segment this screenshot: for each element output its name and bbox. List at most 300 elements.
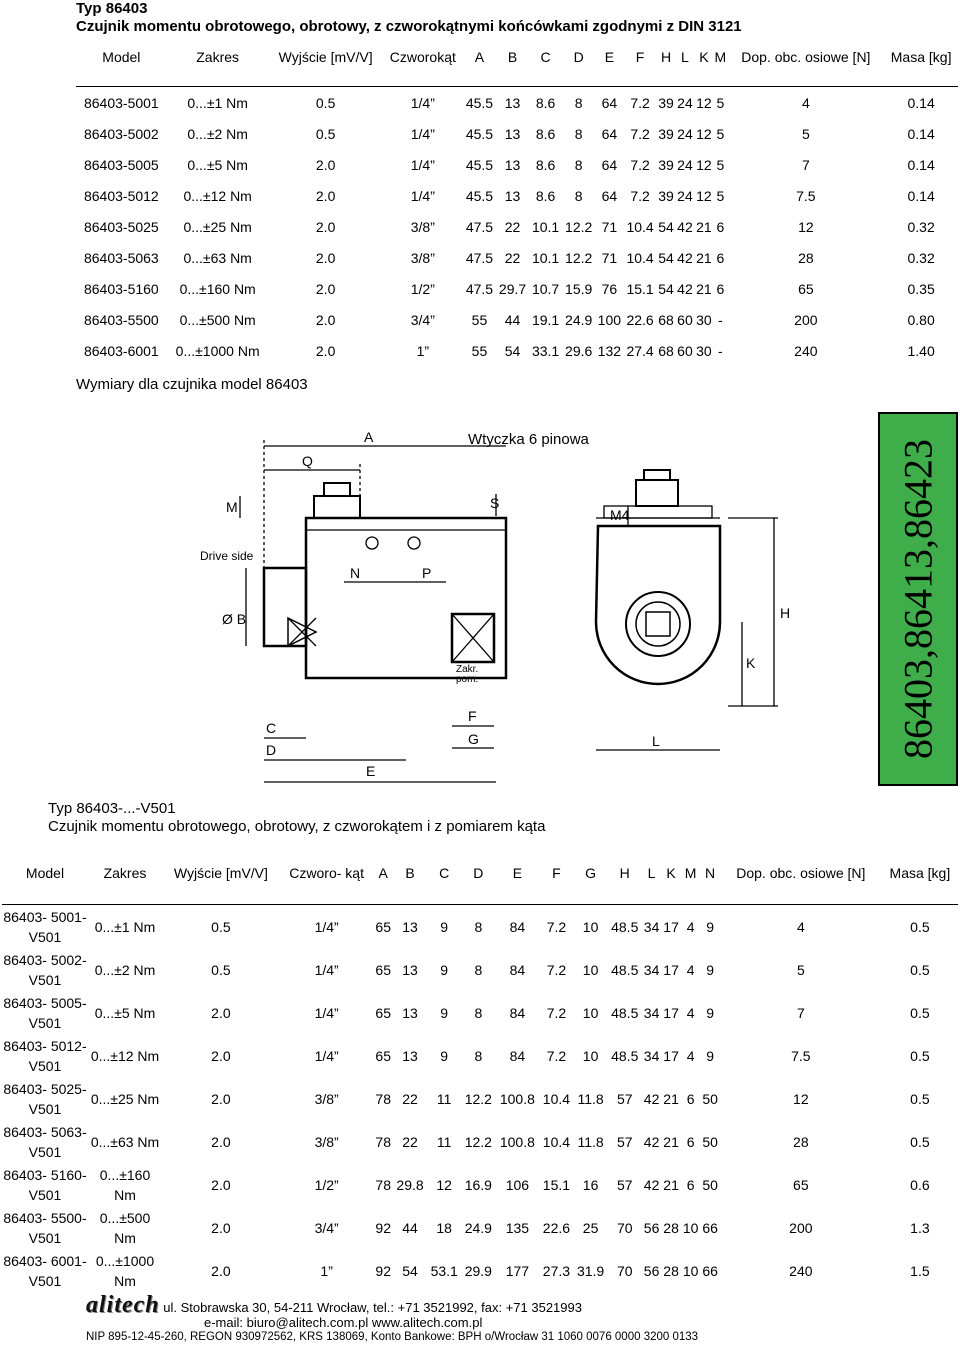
table-cell: 0.5 [910,1047,930,1064]
table-cell: 86403- 5001-V501 [3,908,87,945]
table-cell: 3/4” [410,312,435,329]
table-cell: 33.1 [531,343,560,360]
screw-2 [408,537,420,549]
table-row [76,336,958,367]
table-cell: 22.6 [626,312,654,329]
table-cell: 12 [696,187,712,204]
table-cell: 22 [504,218,521,235]
table-row [2,991,958,1034]
table-cell: 64 [601,94,618,111]
table-cell: 0.80 [907,312,935,329]
column-header: C [427,860,461,905]
table-cell: 6 [716,281,725,298]
table-cell: 65 [375,1004,391,1021]
table-cell: 64 [601,125,618,142]
column-header: A [373,860,393,905]
table-cell: 0.5 [910,1133,930,1150]
table-cell: 86403- 5160-V501 [3,1166,87,1203]
table-cell: 86403- 5500-V501 [3,1209,87,1246]
dim-k: K [746,655,756,671]
table-cell: 45.5 [465,94,494,111]
table-cell: 1.3 [910,1219,930,1236]
table-cell: 13 [504,187,521,204]
table-cell: 65 [375,918,391,935]
company-logo: alitech [86,1292,160,1318]
table-cell: 9 [706,961,715,978]
table-cell: 86403-5500 [83,312,159,329]
table-cell: 54 [658,218,674,235]
table-cell: 21 [663,1133,679,1150]
table-cell: 57 [616,1090,633,1107]
table-cell: 68 [658,312,674,329]
table-cell: 65 [798,281,814,298]
table-cell: 0...±5 Nm [187,156,248,173]
column-header: Zakres [167,48,269,87]
table-cell: 10.1 [531,250,560,267]
column-header: Wyjście [mV/V] [162,860,280,905]
sensor-body-front [596,526,720,684]
table-cell: 7.2 [546,1004,567,1021]
table-cell: 18 [436,1219,452,1236]
table-cell: 3/8” [410,218,435,235]
subtitle-1: Czujnik momentu obrotowego, obrotowy, z czworokątnymi końcówkami zgodnymi z DIN 3121 [76,18,742,35]
table-cell: 42 [677,250,693,267]
table-cell: 5 [716,125,725,142]
dim-p: P [422,565,432,581]
table-cell: 0...±2 Nm [187,125,248,142]
table-cell: 21 [663,1176,679,1193]
table-cell: 4 [686,1004,695,1021]
table-cell: 7.2 [630,125,650,142]
table-cell: 4 [686,918,695,935]
table-cell: 100.8 [499,1133,535,1150]
table-cell: 86403-5025 [83,218,159,235]
table-cell: 0.32 [907,218,935,235]
table-cell: 13 [504,156,521,173]
drive-side-label: Drive side [200,549,254,563]
column-header: B [496,48,529,87]
table-cell: 50 [702,1090,718,1107]
table-cell: 1/4” [314,1004,339,1021]
table-cell: 2.0 [211,1090,231,1107]
table-cell: 84 [509,1047,526,1064]
table-cell: 39 [658,94,674,111]
table-cell: 5 [716,94,725,111]
table-cell: 13 [402,1004,418,1021]
table-cell: 2.0 [315,281,336,298]
table-cell: 65 [793,1176,809,1193]
table-cell: 39 [658,125,674,142]
table-cell: 0...±1000 Nm [175,343,260,360]
table-cell: 9 [706,1004,715,1021]
table-cell: 11.8 [577,1090,604,1107]
plug-label: Wtyczka 6 pinowa [468,431,589,448]
column-header: Dop. obc. osiowe [N] [720,860,882,905]
table-cell: 45.5 [465,187,494,204]
table-cell: 7 [801,156,810,173]
table-row [76,87,958,119]
table-cell: 5 [716,187,725,204]
table-cell: 0.35 [907,281,935,298]
table-cell: 13 [402,1047,418,1064]
table-cell: 55 [471,343,488,360]
table-cell: 13 [504,94,521,111]
dim-f: F [468,708,477,724]
column-header: Model [2,860,88,905]
table-cell: 60 [677,343,693,360]
connector-plug-side [314,496,360,518]
table-cell: 9 [706,1047,715,1064]
table-cell: 2.0 [211,1176,231,1193]
table-cell: 29.9 [464,1262,492,1279]
table-cell: 22 [402,1133,418,1150]
table-cell: 1/4” [410,125,435,142]
table-cell: 0...±25 Nm [183,218,252,235]
table-cell: 6 [716,250,725,267]
table-cell: 2.0 [315,343,336,360]
sensor-body-side [306,518,506,678]
table-cell: 1/4” [410,187,435,204]
table-row [2,1034,958,1077]
table-cell: 11 [436,1090,452,1107]
table-cell: 21 [696,250,712,267]
column-header: A [463,48,496,87]
table-row [76,211,958,242]
dim-e: E [366,763,376,779]
table-row [2,1163,958,1206]
table-cell: 86403- 5025-V501 [3,1080,87,1117]
table-row [2,1120,958,1163]
table-cell: 1/2” [314,1176,339,1193]
column-header: D [461,860,495,905]
table-cell: 7.2 [546,1047,567,1064]
table-cell: 7.2 [630,187,650,204]
table-cell: 1/2” [410,281,435,298]
table-cell: 31.9 [576,1262,605,1279]
table-cell: 12 [436,1176,452,1193]
table-cell: 10.4 [542,1090,571,1107]
dim-m4: M4 [610,507,630,523]
table-cell: 0.5 [315,94,336,111]
table-cell: 21 [696,218,712,235]
table-cell: 0...±500 Nm [179,312,256,329]
table-cell: 64 [601,156,618,173]
table-cell: 39 [658,156,674,173]
table-cell: 45.5 [465,125,494,142]
table-row [76,305,958,336]
table-cell: 3/8” [314,1090,339,1107]
table-row [76,180,958,211]
table-cell: 84 [509,961,526,978]
table-cell: 76 [601,281,618,298]
column-header: G [574,860,608,905]
table-cell: 8 [474,961,483,978]
table-cell: 57 [616,1133,633,1150]
table-cell: 92 [375,1219,391,1236]
table-cell: 24 [677,156,693,173]
column-header: D [562,48,595,87]
table-cell: 17 [663,961,679,978]
table-cell: 54 [402,1262,418,1279]
table-cell: 3/4” [314,1219,339,1236]
table-cell: 86403-5001 [83,94,159,111]
table-cell: 42 [643,1176,660,1193]
table-cell: 4 [801,94,810,111]
table-cell: 10 [682,1262,699,1279]
table-cell: 15.9 [565,281,593,298]
table-cell: 16 [582,1176,599,1193]
table-cell: 100.8 [499,1090,535,1107]
column-header: B [393,860,427,905]
table-cell: 1” [320,1262,333,1279]
table-cell: 8.6 [535,125,556,142]
footer-registration: NIP 895-12-45-260, REGON 930972562, KRS 138069, Konto Bankowe: BPH o/Wrocław 31 1060 0076 0000 3200 0133 [86,1331,699,1343]
table-cell: 0...±5 Nm [94,1004,156,1021]
table-cell: 12 [793,1090,809,1107]
column-header: Masa [kg] [884,48,958,87]
table-cell: 42 [677,218,693,235]
table-cell: 12 [798,218,814,235]
column-header: Czworo- kąt [280,860,374,905]
table-cell: 47.5 [465,250,494,267]
table-cell: 6 [686,1090,695,1107]
table-cell: 60 [677,312,693,329]
table-cell: 2.0 [315,218,336,235]
table-cell: 28 [793,1133,809,1150]
table-cell: 42 [643,1090,660,1107]
column-header: H [608,860,642,905]
table-cell: 0...±63 Nm [183,250,252,267]
table-cell: 10.4 [626,218,654,235]
table-cell: 6 [686,1133,695,1150]
table-row [76,274,958,305]
column-header: F [624,48,657,87]
footer [86,1292,699,1345]
table-cell: 86403- 6001-V501 [3,1252,87,1289]
column-header: E [495,860,539,905]
table-cell: 10 [582,1047,599,1064]
table-cell: 44 [504,312,521,329]
column-header: M [681,860,701,905]
type-title-1: Typ 86403 [76,0,148,17]
table-cell: 200 [794,312,818,329]
table-cell: 8 [474,1004,483,1021]
table-cell: 240 [789,1262,813,1279]
dim-s: S [490,495,500,511]
dim-m: M [226,499,238,515]
table-cell: 5 [716,156,725,173]
column-header: Model [76,48,167,87]
table-cell: 1/4” [410,156,435,173]
dim-b: Ø B [222,611,247,627]
table-cell: 6 [686,1176,695,1193]
table-cell: 7.2 [630,94,650,111]
table-cell: 10 [682,1219,699,1236]
column-header: Zakres [88,860,162,905]
table-cell: 12 [696,156,712,173]
table-cell: 2.0 [315,156,336,173]
column-header: L [676,48,695,87]
table-cell: 177 [505,1262,530,1279]
footer-contact: e-mail: biuro@alitech.com.pl www.alitech.com.pl [204,1315,483,1330]
table-cell: 12.2 [565,218,593,235]
table-cell: 132 [597,343,622,360]
table-cell: 86403- 5063-V501 [3,1123,87,1160]
column-header: N [700,860,720,905]
table-cell: 0...±12 Nm [90,1047,160,1064]
table-cell: 5 [801,125,810,142]
table-cell: 86403-6001 [83,343,159,360]
table-row [2,948,958,991]
table-cell: 0.5 [910,961,930,978]
dim-c: C [266,720,277,736]
table-cell: 29.6 [565,343,593,360]
table-cell: 13 [402,918,418,935]
column-header: Masa [kg] [882,860,958,905]
table-row [2,905,958,949]
table-cell: 71 [601,218,618,235]
table-cell: 0.14 [907,156,935,173]
table-cell: 42 [643,1133,660,1150]
column-header: Wyjście [mV/V] [269,48,383,87]
table-cell: 29.8 [396,1176,424,1193]
table-cell: 50 [702,1176,718,1193]
table-cell: 10.4 [542,1133,571,1150]
table-cell: 30 [696,312,712,329]
table-row [2,1077,958,1120]
table-cell: 7.2 [546,961,567,978]
table-cell: 1/4” [314,1047,339,1064]
table-cell: 21 [663,1090,679,1107]
table-cell: 56 [643,1262,660,1279]
table-cell: 34 [643,918,660,935]
table-cell: 9 [440,1047,449,1064]
table-cell: 10.1 [531,218,560,235]
table-cell: 22 [504,250,521,267]
table-cell: 1/4” [410,94,435,111]
table-cell: 0.5 [910,1004,930,1021]
table-row [2,1249,958,1292]
table-row [2,1206,958,1249]
table-cell: 24 [677,125,693,142]
table-cell: 8 [574,94,583,111]
table-cell: 24 [677,94,693,111]
table-cell: 1” [416,343,430,360]
table-cell: 10 [582,961,599,978]
table-cell: 47.5 [465,281,494,298]
table-row [76,242,958,273]
table-cell: 65 [375,1047,391,1064]
pom-label: pom. [456,674,479,685]
table-cell: 2.0 [315,312,336,329]
table-cell: 92 [375,1262,391,1279]
table-cell: 45.5 [465,156,494,173]
table-cell: 8 [474,1047,483,1064]
table-cell: 17 [663,1004,679,1021]
table-cell: 25 [582,1219,599,1236]
table-cell: 4 [686,1047,695,1064]
table-cell: 0...±160 Nm [99,1166,151,1203]
table-cell: 6 [716,218,725,235]
table-cell: 0.14 [907,125,935,142]
table-cell: 13 [504,125,521,142]
dim-l: L [652,733,660,749]
screw-1 [366,537,378,549]
bore-inner [636,602,680,646]
table-cell: 1/4” [314,918,339,935]
dim-q: Q [302,453,313,469]
table-cell: 0.5 [211,918,231,935]
table-cell: 0...±1000 Nm [95,1252,155,1289]
table-cell: 0.6 [910,1176,930,1193]
table-cell: 29.7 [498,281,527,298]
column-header: K [661,860,681,905]
table-cell: 27.4 [626,343,654,360]
table-cell: 11 [436,1133,452,1150]
drawing-caption: Wymiary dla czujnika model 86403 [76,376,308,393]
table-cell: 54 [504,343,521,360]
table-cell: 8 [574,156,583,173]
table-cell: 27.3 [542,1262,571,1279]
table-cell: 7.5 [791,1047,811,1064]
table-cell: 78 [375,1176,391,1193]
table-cell: 0...±160 Nm [179,281,256,298]
table-cell: 2.0 [211,1262,231,1279]
column-header: F [539,860,573,905]
table-cell: 9 [440,961,449,978]
table-cell: 7.2 [630,156,650,173]
table-cell: 66 [702,1262,718,1279]
table-cell: 48.5 [611,961,639,978]
column-header: Dop. obc. osiowe [N] [727,48,884,87]
table-cell: 8.6 [535,94,556,111]
table-cell: - [718,343,723,360]
table-cell: 4 [796,918,805,935]
table-cell: 9 [440,1004,449,1021]
table-cell: 56 [643,1219,660,1236]
table-cell: 4 [686,961,695,978]
column-header: E [595,48,623,87]
table-cell: 70 [616,1219,633,1236]
table-cell: 86403- 5002-V501 [3,951,87,988]
dim-n: N [350,565,361,581]
footer-address: ul. Stobrawska 30, 54-211 Wrocław, tel.: +71 3521992, fax: +71 3521993 [163,1300,582,1315]
table-cell: 10 [582,918,599,935]
table-cell: 0.32 [907,250,935,267]
table-cell: 135 [505,1219,530,1236]
table-cell: 17 [663,1047,679,1064]
table-cell: 48.5 [611,1047,639,1064]
table-cell: 1.5 [910,1262,930,1279]
table-cell: 34 [643,1004,660,1021]
table-cell: 84 [509,918,526,935]
table-cell: 24.9 [565,312,593,329]
table-cell: 86403-5002 [83,125,159,142]
table-cell: 10 [582,1004,599,1021]
spec-table-86403 [76,48,958,367]
table-header-row [2,860,958,905]
table-cell: 28 [663,1262,679,1279]
table-cell: 0...±63 Nm [90,1133,160,1150]
table-cell: 0...±12 Nm [183,187,252,204]
table-cell: 2.0 [315,187,336,204]
column-header: H [657,48,676,87]
table-cell: 9 [706,918,715,935]
table-cell: 0...±2 Nm [94,961,156,978]
column-header: L [642,860,662,905]
table-header-row [76,48,958,87]
table-cell: 0.5 [315,125,336,142]
